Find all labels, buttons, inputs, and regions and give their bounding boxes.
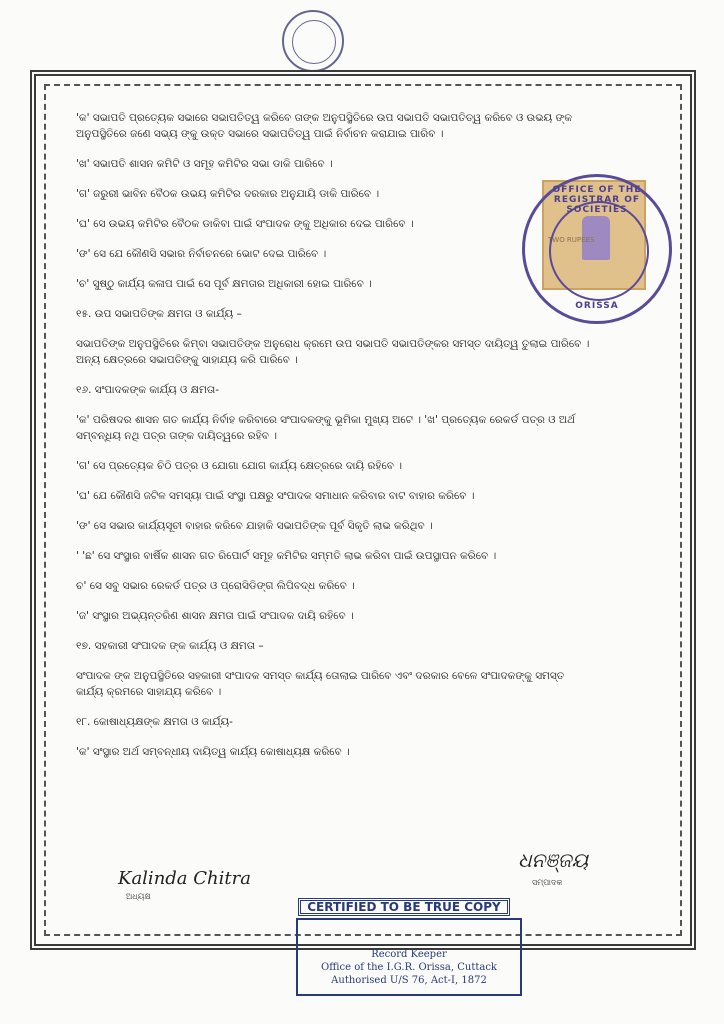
text-line: 'ଘ' ସେ ଉଭୟ କମିଟିର ବୈଠକ ଡାକିବା ପାଇଁ ସଂପାଦକ ଙ୍କୁ ଅଧିକାର ଦେଇ ପାରିବେ । <box>76 218 414 230</box>
right-signature-title: ସମ୍ପାଦକ <box>532 878 563 887</box>
revenue-stamp-label: TWO RUPEES <box>548 236 595 244</box>
left-signature-title: ଅଧ୍ୟକ୍ଷ <box>126 892 151 901</box>
section-heading: ୧୮. କୋଷାଧ୍ୟକ୍ଷଙ୍କ କ୍ଷମତା ଓ କାର୍ଯ୍ୟ- <box>76 716 233 728</box>
text-line: 'କ' ସଭାପତି ପ୍ରତ୍ୟେକ ସଭାରେ ସଭାପତିତ୍ୱ କରିବେ ତାଙ୍କ ଅନୁପସ୍ଥିତିରେ ଉପ ସଭାପତି ସଭାପତିତ୍ୱ କରିବେ ଓ ଉଭୟ ଙ୍କ <box>76 112 572 124</box>
text-line: 'ଜ' ସଂସ୍ଥାର ଅଭ୍ୟନ୍ତରିଣ ଶାସନ କ୍ଷମତା ପାଇଁ ସଂପାଦକ ଦାୟି ରହିବେ । <box>76 610 354 622</box>
certified-true-copy-title: CERTIFIED TO BE TRUE COPY <box>298 898 510 916</box>
text-line: ସମ୍ବନ୍ଧିୟ ନଥି ପତ୍ର ତାଙ୍କ ଦାୟିତ୍ୱରେ ରହିବ । <box>76 430 277 442</box>
text-line: ସଭାପତିଙ୍କ ଅନୁପସ୍ଥିତିରେ କିମ୍ବା ସଭାପତିଙ୍କ ଅନୁରୋଧ କ୍ରମେ ଉପ ସଭାପତି ସଭାପତିଙ୍କର ସମସ୍ତ ଦାୟିତ୍ୱ ତୁଲାଇ ପାରିବେ । <box>76 338 590 350</box>
text-line: ଚ' ସେ ସବୁ ସଭାର ରେକର୍ଡ ପତ୍ର ଓ ପ୍ରୋସିଡିଙ୍ଗ ଲିପିବଦ୍ଧ କରିବେ । <box>76 580 355 592</box>
text-line: 'କ' ସଂସ୍ଥାର ଅର୍ଥ ସମ୍ବନ୍ଧୀୟ ଦାୟିତ୍ୱ କାର୍ଯ୍ୟ କୋଷାଧ୍ୟକ୍ଷ କରିବେ । <box>76 746 350 758</box>
text-line: 'କ' ପରିଷଦର ଶାସନ ଗତ କାର୍ଯ୍ୟ ନିର୍ବାହ କରିବାରେ ସଂପାଦକଙ୍କୁ ଭୂମିକା ମୁଖ୍ୟ ଅଟେ । 'ଖ' ପ୍ରତ୍ୟେକ ରେକର୍ଡ ପତ୍ର ଓ ଅର୍ଥ <box>76 414 576 426</box>
certified-copy-details <box>296 918 522 996</box>
record-keeper-label: Record Keeper <box>371 949 447 960</box>
text-line: 'ଗ' ଜରୁରୀ ଭାବିନ ବୈଠକ ଉଭୟ କମିଟିର ଦରକାର ଅନୁଯାୟି ଡାକି ପାରିବେ । <box>76 188 380 200</box>
text-line: 'ଘ' ଯେ କୌଣସି ଜଟିଳ ସମସ୍ୟା ପାଇଁ ସଂସ୍ଥା ପକ୍ଷରୁ ସଂପାଦକ ସମାଧାନ କରିବାର ବାଟ ବାହାର କରିବେ । <box>76 490 475 502</box>
office-label: Office of the I.G.R. Orissa, Cuttack <box>321 962 497 973</box>
text-line: 'ଖ' ସଭାପତି ଶାସନ କମିଟି ଓ ସମୂହ କମିଟିର ସଭା ଡାକି ପାରିବେ । <box>76 158 333 170</box>
text-line: 'ଙ' ସେ ସଭାର କାର୍ଯ୍ୟସୂଚୀ ବାହାର କରିବେ ଯାହାକି ସଭାପତିଙ୍କ ପୂର୍ବ ସିକୃତି ଲାଭ କରିଥିବ । <box>76 520 433 532</box>
section-heading: ୧୭. ସହକାରୀ ସଂପାଦକ ଙ୍କ କାର୍ଯ୍ୟ ଓ କ୍ଷମତା – <box>76 640 264 652</box>
section-heading: ୧୫. ଉପ ସଭାପତିଙ୍କ କ୍ଷମତା ଓ କାର୍ଯ୍ୟ – <box>76 308 242 320</box>
authorisation-label: Authorised U/S 76, Act-I, 1872 <box>331 975 487 986</box>
text-line: ' 'ଛ' ସେ ସଂସ୍ଥାର ବାର୍ଷିକ ଶାସନ ଗତ ରିପୋର୍ଟ ସମୂହ କମିଟିର ସମ୍ମତି ଲାଭ କରିବା ପାଇଁ ଉପସ୍ଥାପନ କରିବେ । <box>76 550 497 562</box>
seal-ring-text: OFFICE OF THE REGISTRAR OF SOCIETIES <box>552 185 642 215</box>
text-line: ଅନ୍ୟ କ୍ଷେତ୍ରରେ ସଭାପତିଙ୍କୁ ସାହାଯ୍ୟ କରି ପାରିବେ । <box>76 354 298 366</box>
left-signature: Kalinda Chitra <box>118 868 251 889</box>
text-line: ଅନୁପସ୍ଥିତିରେ ଜଣେ ସଭ୍ୟ ଙ୍କୁ ଉକ୍ତ ସଭାରେ ସଭାପତିତ୍ୱ ପାଇଁ ନିର୍ବାଚନ କରାଯାଇ ପାରିବ । <box>76 128 444 140</box>
section-heading: ୧୬. ସଂପାଦକଙ୍କ କାର୍ଯ୍ୟ ଓ କ୍ଷମତା- <box>76 384 219 396</box>
text-line: 'ଙ' ସେ ଯେ କୌଣସି ସଭାର ନିର୍ବାଚନରେ ଭୋଟ ଦେଇ ପାରିବେ । <box>76 248 327 260</box>
right-signature: ଧନଞ୍ଜୟ <box>518 848 589 872</box>
top-round-stamp <box>282 10 344 72</box>
text-line: 'ଗ' ସେ ପ୍ରତ୍ୟେକ ଚିଠି ପତ୍ର ଓ ଯୋଗା ଯୋଗ କାର୍ଯ୍ୟ କ୍ଷେତ୍ରରେ ଦାୟି ରହିବେ । <box>76 460 402 472</box>
document-body <box>76 110 641 760</box>
text-line: କାର୍ଯ୍ୟ କ୍ରମରେ ସାହାଯ୍ୟ କରିବେ । <box>76 686 222 698</box>
seal-bottom-text: ORISSA <box>575 301 619 311</box>
text-line: ସଂପାଦକ ଙ୍କ ଅନୁପସ୍ଥିତିରେ ସହକାରୀ ସଂପାଦକ ସମସ୍ତ କାର୍ଯ୍ୟ ତୋଲାଇ ପାରିବେ ଏବଂ ଦରକାର ବେଳେ ସଂପାଦକଙ୍କୁ ସମସ୍ତ <box>76 670 565 682</box>
text-line: 'ଚ' ସୁଷ୍ଠୁ କାର୍ଯ୍ୟ କଳାପ ପାଇଁ ସେ ପୂର୍ବ କ୍ଷମତାର ଅଧିକାରୀ ହୋଇ ପାରିବେ । <box>76 278 372 290</box>
